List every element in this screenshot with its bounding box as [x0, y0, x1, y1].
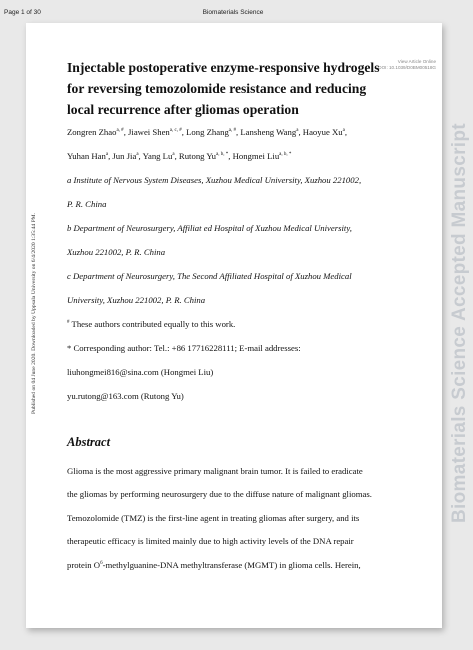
corresponding-email-1[interactable]: liuhongmei816@sina.com (Hongmei Liu) — [67, 367, 214, 377]
author-affil-mark: a, b, * — [216, 152, 229, 158]
author-affil-mark: a — [172, 152, 175, 158]
corresponding-author-line: * Corresponding author: Tel.: +86 17716228111; E-mail addresses: — [67, 343, 301, 353]
author-affil-mark: a, c, # — [169, 128, 182, 134]
journal-name: Biomaterials Science — [202, 9, 264, 16]
author-affil-mark: a, # — [228, 128, 237, 134]
affiliation-b-line-2: Xuzhou 221002, P. R. China — [67, 247, 166, 257]
publication-stamp: Published on 04 June 2020. Downloaded by Uppsala University on 6/4/2020 1:35:44 PM. — [31, 212, 37, 414]
affiliation-a-line-1: a Institute of Nervous System Diseases, Xuzhou Medical University, Xuzhou 221002, — [67, 175, 362, 185]
author-affil-mark: a — [136, 152, 139, 158]
abstract-text — [67, 460, 409, 577]
affiliation-a-line-2: P. R. China — [67, 199, 107, 209]
author-affil-mark: a — [296, 128, 299, 134]
author-name: , Rutong Yu — [174, 151, 217, 161]
author-name: , Jun Jia — [108, 151, 137, 161]
affiliation-c-line-2: University, Xuzhou 221002, P. R. China — [67, 295, 206, 305]
abstract-text-part: -methylguanine-DNA methyltransferase (MGMT) in glioma cells. Herein, — [102, 559, 361, 570]
author-affil-mark: a, b, * — [279, 152, 292, 158]
title-line: local recurrence after gliomas operation — [67, 102, 299, 117]
affiliation-c-line-1: c Department of Neurosurgery, The Second Affiliated Hospital of Xuzhou Medical — [67, 271, 352, 281]
author-name: Zongren Zhao — [67, 127, 117, 137]
author-affil-mark: a, # — [116, 128, 124, 134]
equal-contribution-mark: # — [67, 320, 70, 326]
abstract-line: therapeutic efficacy is limited mainly due to high activity levels of the DNA repair — [67, 536, 354, 547]
author-name: , Lansheng Wang — [236, 127, 297, 137]
viewer-header — [0, 0, 466, 24]
equal-contribution-text: These authors contributed equally to this work. — [69, 319, 236, 329]
superscript: 6 — [100, 560, 103, 566]
author-list — [67, 127, 409, 162]
author-name: , Yang Lu — [138, 151, 173, 161]
corresponding-email-2[interactable]: yu.rutong@163.com (Rutong Yu) — [67, 391, 184, 401]
equal-contribution-note — [67, 319, 409, 330]
author-separator: , — [344, 127, 348, 137]
abstract-text-part: protein O — [67, 559, 101, 570]
author-affil-mark: a — [105, 152, 109, 158]
abstract-heading: Abstract — [67, 435, 111, 449]
article-title — [67, 57, 409, 120]
author-row-2 — [67, 151, 409, 162]
affiliation-list — [67, 175, 409, 306]
title-line: for reversing temozolomide resistance and reducing — [67, 81, 367, 96]
title-line: Injectable postoperative enzyme-responsive hydrogels — [67, 60, 380, 75]
abstract-line: Temozolomide (TMZ) is the first-line agent in treating gliomas after surgery, and its — [67, 512, 360, 523]
author-row-1 — [67, 127, 409, 138]
author-affil-mark: a — [342, 128, 345, 134]
article-body — [67, 57, 409, 576]
abstract-line: the gliomas by performing neurosurgery due to the diffuse nature of malignant gliomas. — [67, 489, 372, 500]
affiliation-b-line-1: b Department of Neurosurgery, Affiliat ed Hospital of Xuzhou Medical University, — [67, 223, 352, 233]
accepted-manuscript-watermark: Biomaterials Science Accepted Manuscript — [449, 123, 470, 523]
manuscript-page — [26, 23, 470, 628]
abstract-line: Glioma is the most aggressive primary malignant brain tumor. It is failed to eradicate — [67, 465, 363, 476]
author-name: , Long Zhang — [181, 127, 229, 137]
author-name: Yuhan Han — [67, 151, 106, 161]
author-name: , Haoyue Xu — [298, 127, 343, 137]
author-name: , Hongmei Liu — [228, 151, 280, 161]
abstract-line — [67, 554, 409, 577]
author-name: , Jiawei Shen — [123, 127, 170, 137]
doi-label: DOI: 10.1039/D0BM00518G — [378, 64, 436, 70]
view-online-label: View Article Online — [397, 59, 436, 64]
page-indicator: Page 1 of 30 — [4, 9, 41, 16]
